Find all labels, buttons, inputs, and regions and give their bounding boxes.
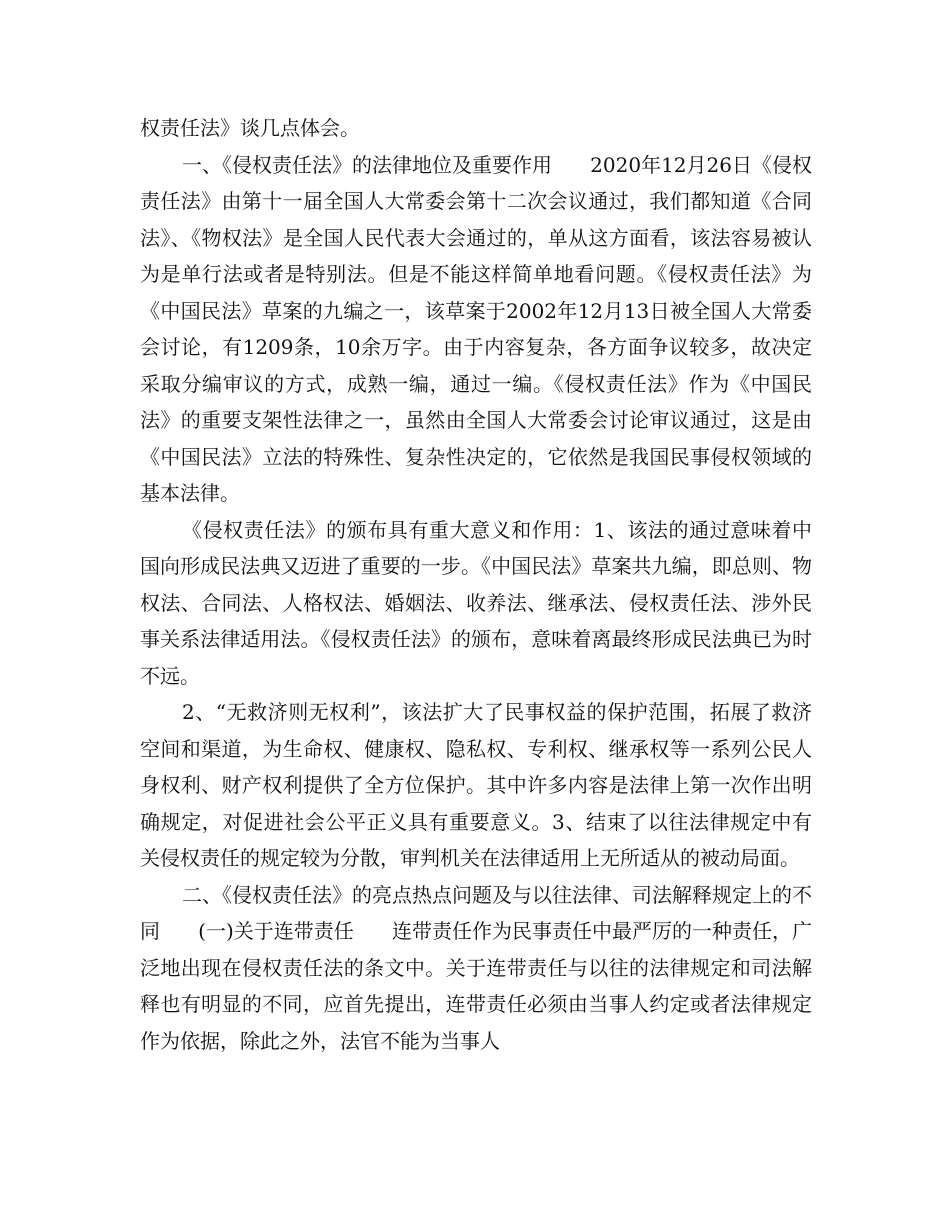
document-body <box>140 110 812 1059</box>
paragraph-remedy-rights: 2、“无救济则无权利”，该法扩大了民事权益的保护范围，拓展了救济空间和渠道，为生命权、健康权、隐私权、专利权、继承权等一系列公民人身权利、财产权利提供了全方位保护。其中许多内容是法律上第一次作出明确规定，对促进社会公平正义具有重要意义。3、结束了以往法律规定中有关侵权责任的规定较为分散，审判机关在法律适用上无所适从的被动局面。 <box>140 700 812 870</box>
paragraph-significance: 《侵权责任法》的颁布具有重大意义和作用：1、该法的通过意味着中国向形成民法典又迈进了重要的一步。《中国民法》草案共九编，即总则、物权法、合同法、人格权法、婚姻法、收养法、继承法、侵权责任法、涉外民事关系法律适用法。《侵权责任法》的颁布，意味着离最终形成民法典已为时不远。 <box>140 517 812 688</box>
paragraph-legal-status: 一、《侵权责任法》的法律地位及重要作用 2020年12月26日《侵权责任法》由第十一届全国人大常委会第十二次会议通过，我们都知道《合同法》、《物权法》是全国人民代表大会通过的，单从这方面看，该法容易被认为是单行法或者是特别法。但是不能这样简单地看问题。《侵权责任法》为《中国民法》草案的九编之一，该草案于2002年12月13日被全国人大常委会讨论，有1209条，10余万字。由于内容复杂，各方面争议较多，故决定采取分编审议的方式，成熟一编，通过一编。《侵权责任法》作为《中国民法》的重要支架性法律之一，虽然由全国人大常委会讨论审议通过，这是由《中国民法》立法的特殊性、复杂性决定的，它依然是我国民事侵权领域的基本法律。 <box>140 152 812 505</box>
paragraph-continuation: 权责任法》谈几点体会。 <box>140 116 360 140</box>
paragraph-joint-liability: 二、《侵权责任法》的亮点热点问题及与以往法律、司法解释规定上的不同 (一)关于连带责任 连带责任作为民事责任中最严厉的一种责任，广泛地出现在侵权责任法的条文中。关于连带责任与以往的法律规定和司法解释也有明显的不同，应首先提出，连带责任必须由当事人约定或者法律规定作为依据，除此之外，法官不能为当事人 <box>140 882 812 1053</box>
